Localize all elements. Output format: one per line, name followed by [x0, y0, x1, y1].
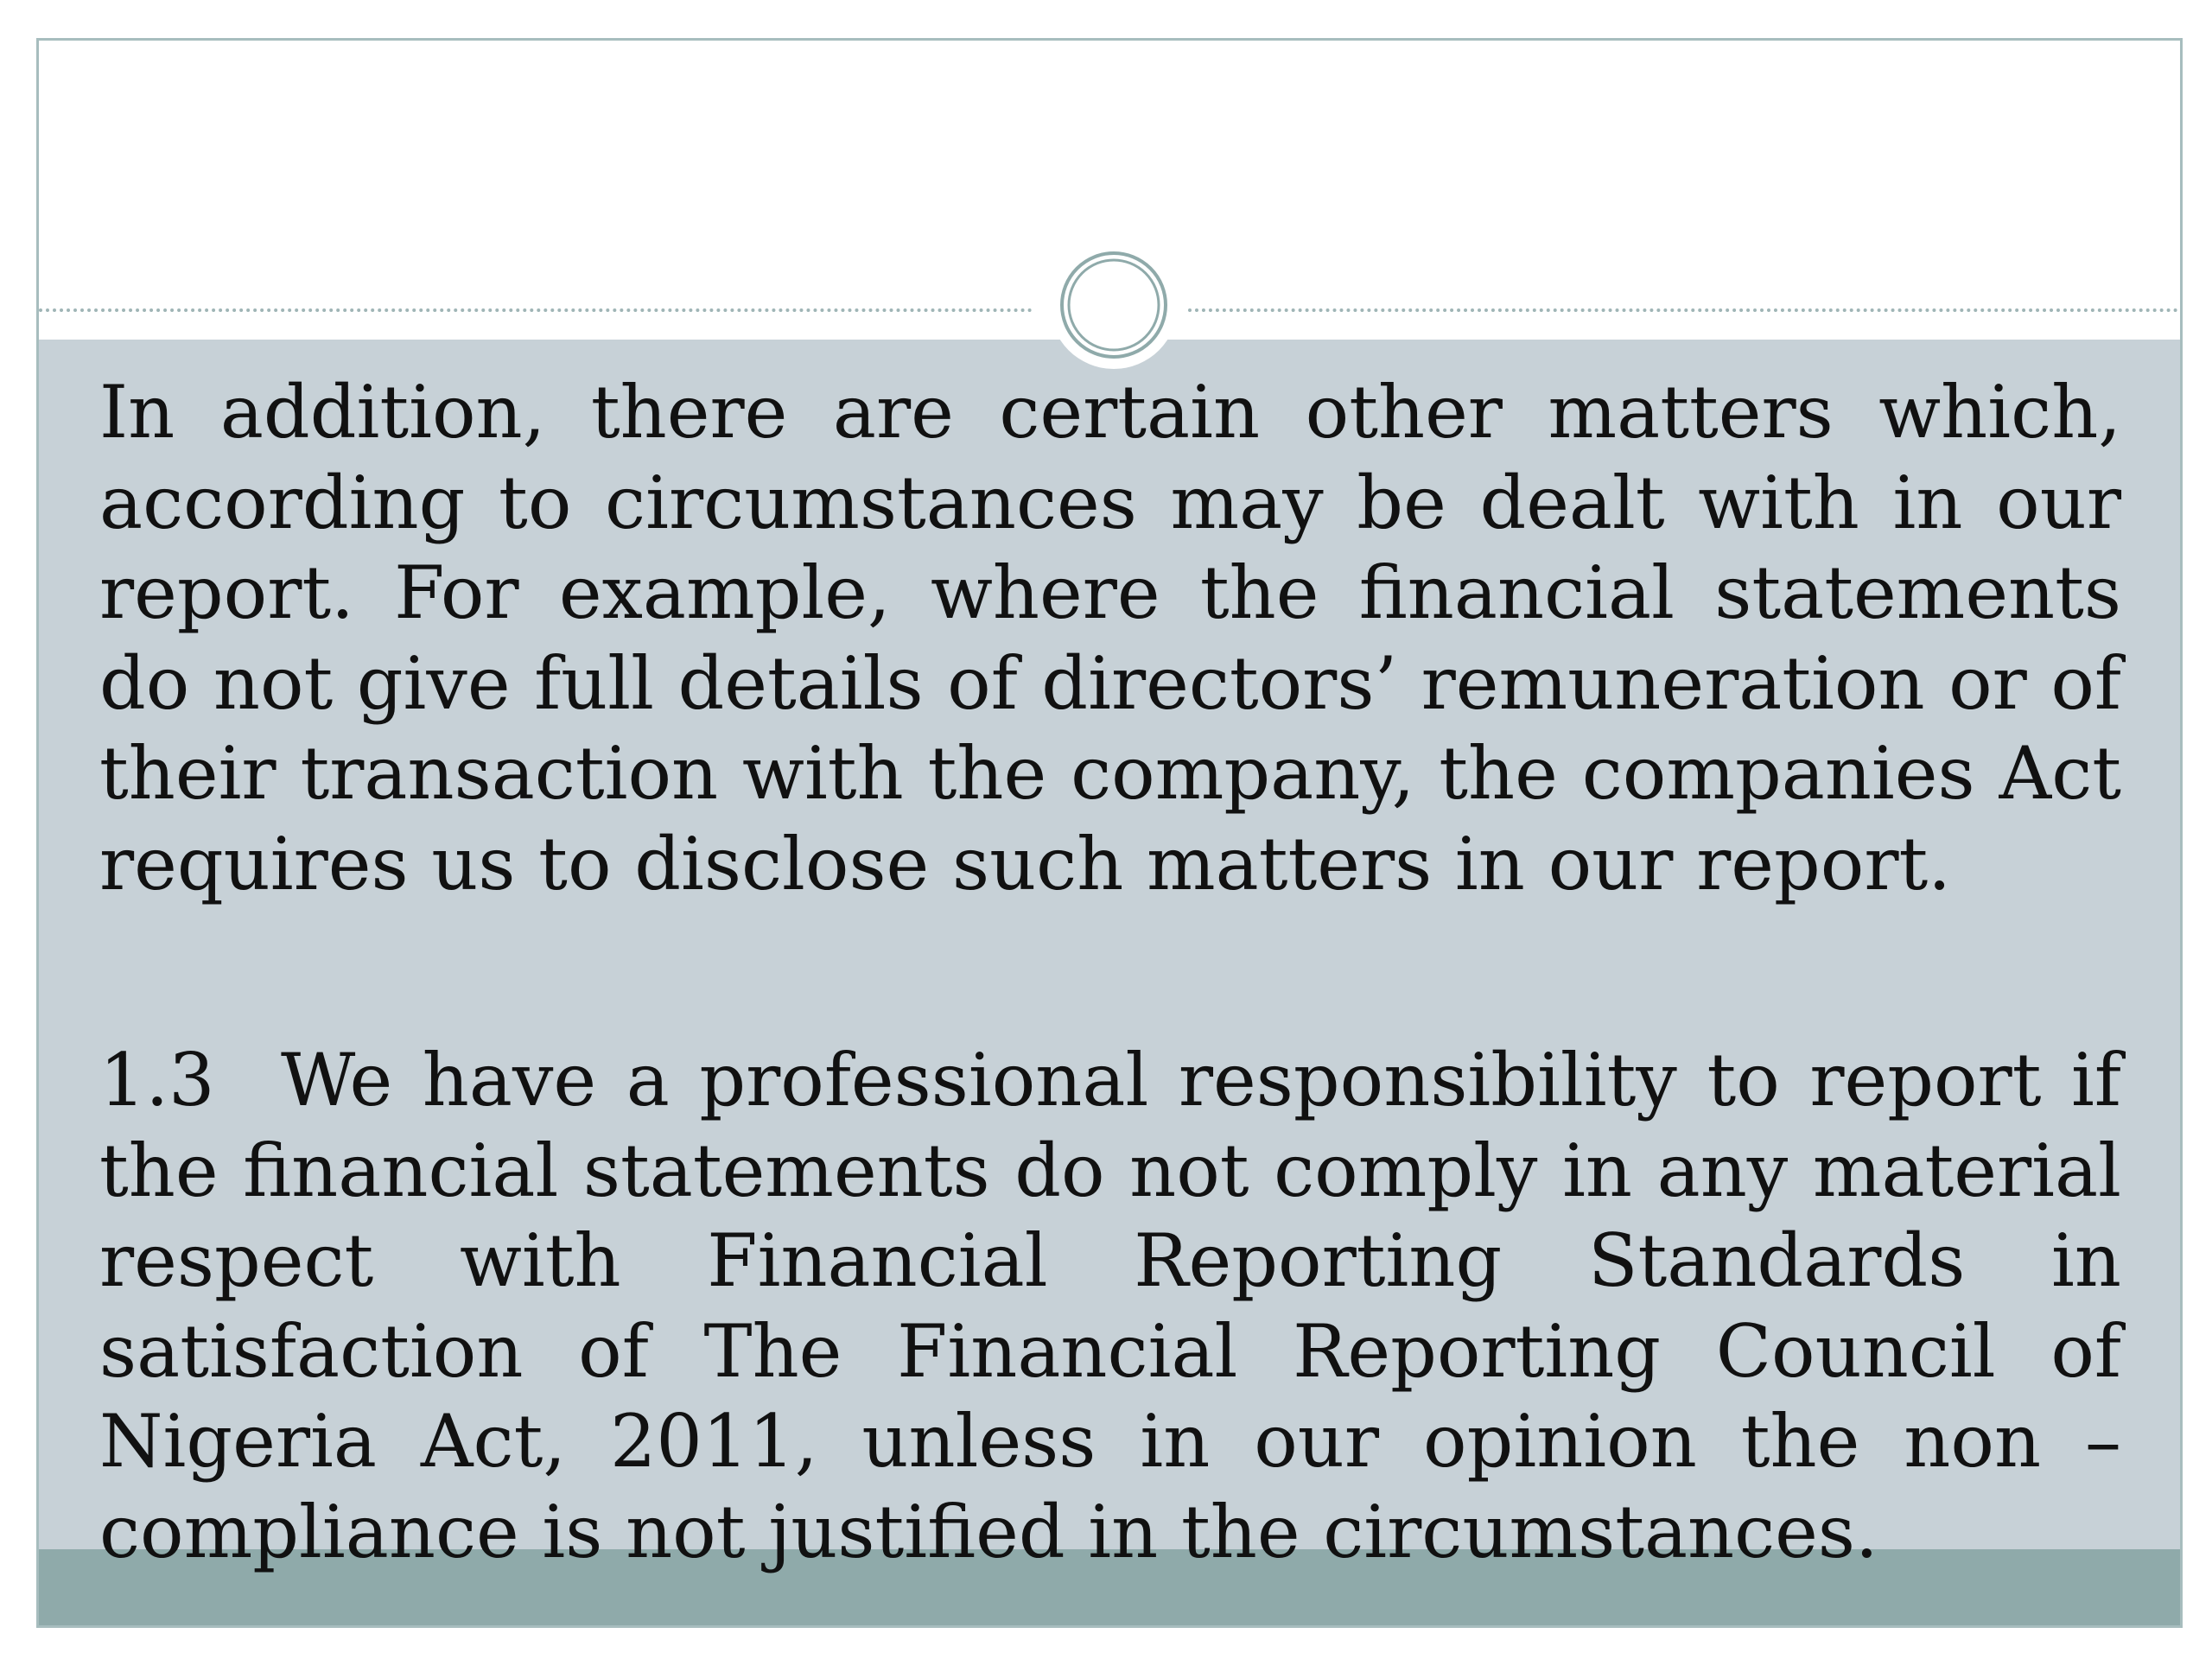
- slide-body: [99, 367, 2121, 1577]
- ring-circle-icon: [1050, 241, 1178, 369]
- paragraph-2-text: We have a professional responsibility to report if the financial statements do not comply in any material respect with Financial Reporting Standards in satisfaction of The Financial Reporting Council of Nigeria Act, 2011, unless in our opinion the non – compliance is not justified in the circumstances.: [99, 1038, 2121, 1574]
- paragraph-2: [99, 1035, 2121, 1577]
- dotted-divider-left: [39, 308, 1033, 312]
- paragraph-1: In addition, there are certain other matters which, according to circumstances may be dealt with in our report. For example, where the financial statements do not give full details of directors’ remuneration or of their transaction with the company, the companies Act requires us to disclose such matters in our report.: [99, 370, 2121, 906]
- paragraph-number: 1.3: [99, 1038, 215, 1122]
- dotted-divider-right: [1188, 308, 2183, 312]
- slide: [36, 38, 2183, 1628]
